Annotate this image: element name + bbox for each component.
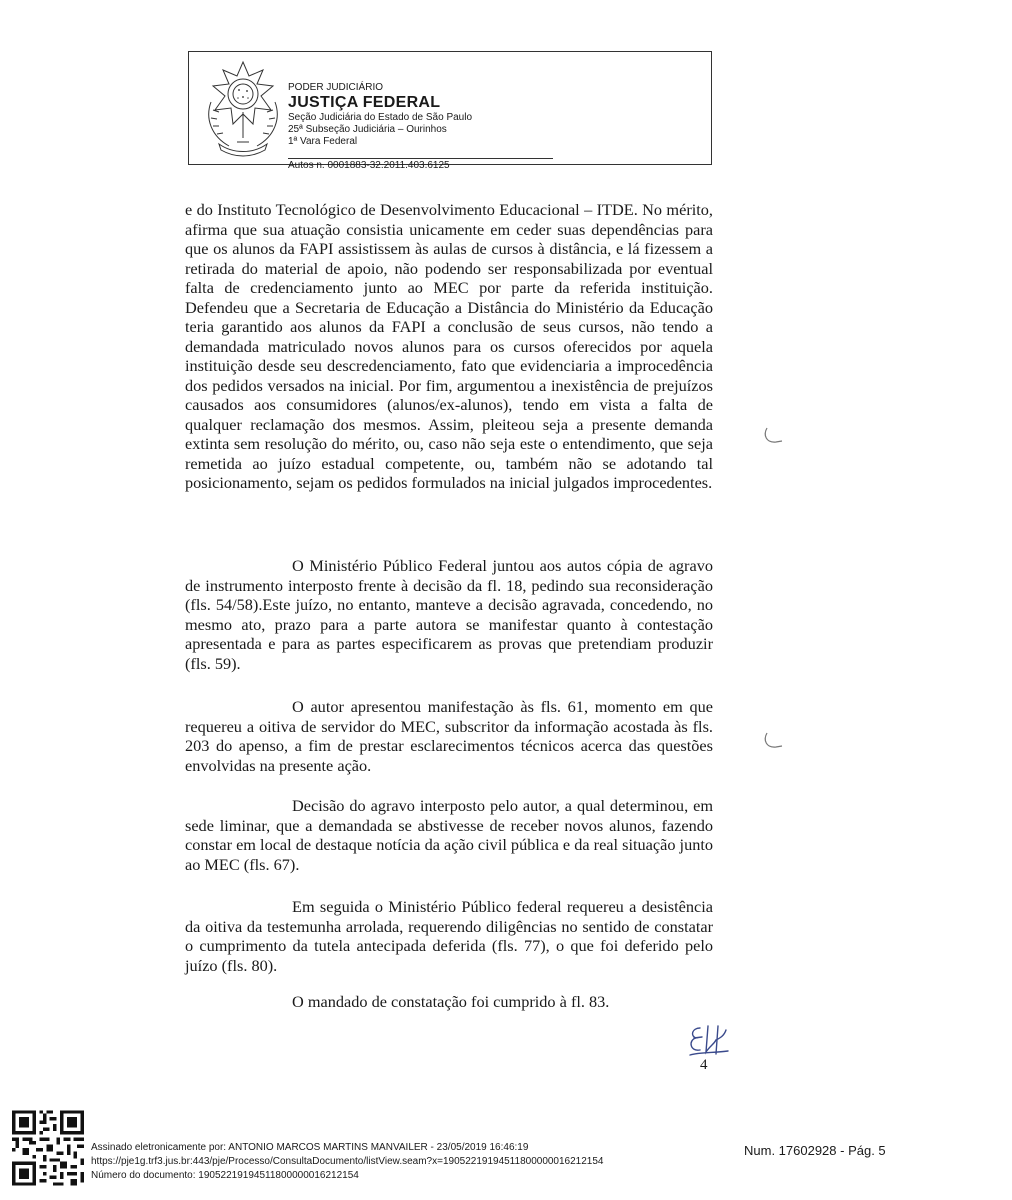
paragraph-mpf-appeal: O Ministério Público Federal juntou aos autos cópia de agravo de instrumento interposto frente à decisão da fl. 18, pedindo sua reconsideração (fls. 54/58).Este juízo, no entanto, manteve a decisão agravada, concedendo, no mesmo ato, prazo para a parte autora se manifestar quanto à contestação apresentada e para as partes especificarem as provas que pretendiam produzir (fls. 59). [185, 556, 713, 673]
paragraph-witness-withdrawal: Em seguida o Ministério Público federal requereu a desistência da oitiva da testemunha arrolada, requerendo diligências no sentido de constatar o cumprimento da tutela antecipada deferida (fls. 77), o que foi deferido pelo juízo (fls. 80). [185, 897, 713, 975]
margin-mark-icon [762, 425, 786, 447]
handwritten-initials-icon [686, 1022, 732, 1060]
header-agency: JUSTIÇA FEDERAL [288, 94, 441, 111]
paragraph-author-manifestation: O autor apresentou manifestação às fls. 61, momento em que requereu a oitiva de servidor do MEC, subscritor da informação acostada às fls. 203 do apenso, a fim de prestar esclarecimentos técnicos acerca das questões envolvidas na presente ação. [185, 697, 713, 775]
document-header [188, 51, 712, 171]
header-court: PODER JUDICIÁRIO [288, 82, 384, 93]
header-section: Seção Judiciária do Estado de São Paulo [288, 112, 473, 123]
paragraph-warrant-fulfilled: O mandado de constatação foi cumprido à fl. 83. [292, 992, 610, 1011]
margin-mark-icon [762, 730, 786, 752]
coat-of-arms-icon [199, 56, 287, 160]
header-court-division: 1ª Vara Federal [288, 136, 358, 147]
paragraph-defense-summary: e do Instituto Tecnológico de Desenvolvimento Educacional – ITDE. No mérito, afirma que sua atuação consistia unicamente em ceder suas dependências para que os alunos da FAPI assistissem às aulas de cursos à distância, e lá fizessem a retirada do material de apoio, não podendo ser responsabilizada por eventual falta de credenciamento junto ao MEC por parte da referida instituição. Defendeu que a Secretaria de Educação a Distância do Ministério da Educação teria garantido aos alunos da FAPI a conclusão de seus cursos, não tendo a demandada matriculado novos alunos para os cursos oferecidos por aquela instituição desde seu descredenciamento, fato que evidenciaria a improcedência dos pedidos versados na inicial. Por fim, argumentou a inexistência de prejuízos causados aos consumidores (alunos/ex-alunos), tendo em vista a falta de qualquer reclamação dos mesmos. Assim, pleiteou seja a presente demanda extinta sem resolução do mérito, ou, caso não seja este o entendimento, que seja remetida ao juízo estadual competente, ou, também não se adotando tal posicionamento, sejam os pedidos formulados na inicial julgados improcedentes. [185, 200, 713, 492]
header-subsection: 25ª Subseção Judiciária – Ourinhos [288, 124, 447, 135]
footer-signed-by: Assinado eletronicamente por: ANTONIO MARCOS MARTINS MANVAILER - 23/05/2019 16:46:19 [91, 1142, 529, 1153]
case-number: Autos n. 0001883-32.2011.403.6125 [288, 160, 450, 171]
qr-code-icon[interactable] [12, 1110, 84, 1186]
footer-document-url[interactable]: https://pje1g.trf3.jus.br:443/pje/Processo/ConsultaDocumento/listView.seam?x=19052219194511800000016212154 [91, 1156, 604, 1167]
header-divider [288, 158, 553, 159]
paragraph-appeal-decision: Decisão do agravo interposto pelo autor, a qual determinou, em sede liminar, que a demandada se abstivesse de receber novos alunos, fazendo constar em local de destaque notícia da ação civil pública e da real situação junto ao MEC (fls. 67). [185, 796, 714, 874]
footer-page-reference: Num. 17602928 - Pág. 5 [744, 1143, 886, 1158]
footer-signature-info [91, 1141, 604, 1183]
header-text-block [288, 82, 558, 148]
page-number: 4 [700, 1057, 708, 1073]
footer-document-number: Número do documento: 19052219194511800000016212154 [91, 1170, 359, 1181]
